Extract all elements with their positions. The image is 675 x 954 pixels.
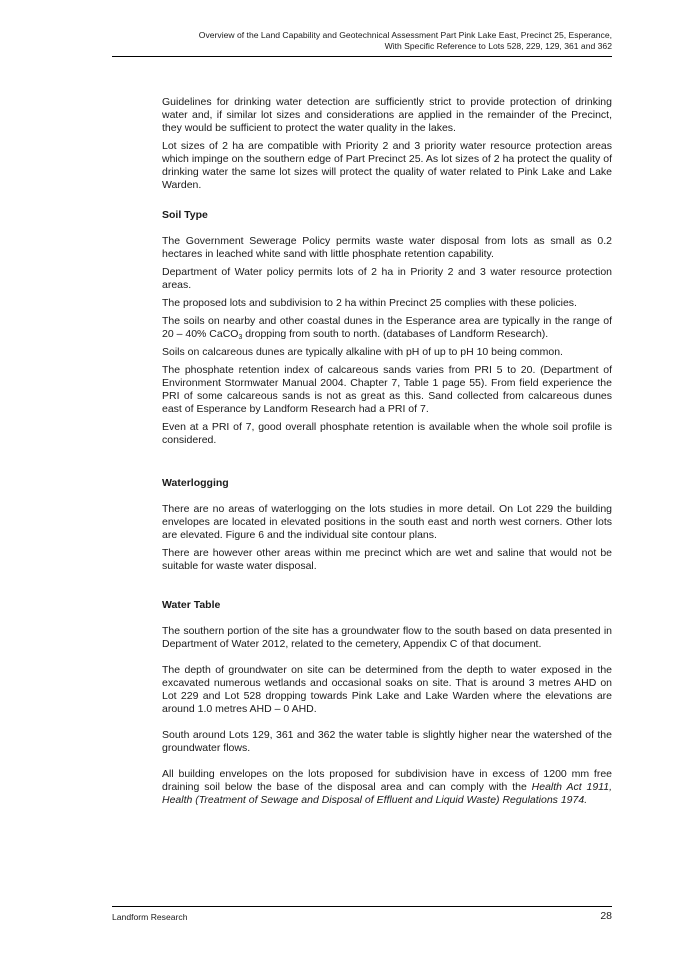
- water-table-paragraph-4-text: All building envelopes on the lots proposed for subdivision have in excess of 1200 mm free draining soil below the base of the disposal area and can comply with the: [162, 768, 612, 793]
- intro-paragraph-1: Guidelines for drinking water detection are sufficiently strict to provide protection of drinking water and, if similar lot sizes and considerations are applied in the remainder of the Precinct, they would be sufficient to protect the water quality in the lakes.: [162, 96, 612, 134]
- soil-paragraph-7: Even at a PRI of 7, good overall phosphate retention is available when the whole soil profile is considered.: [162, 421, 612, 446]
- soil-paragraph-3: The proposed lots and subdivision to 2 ha within Precinct 25 complies with these policies.: [162, 297, 577, 309]
- soil-paragraph-6: The phosphate retention index of calcareous sands varies from PRI 5 to 20. (Department of Environment Stormwater Manual 2004. Chapter 7, Table 1 page 55). From field experience the PRI of some calcareous sands is not as great as this. Sand collected from calcareous dunes east of Esperance by Landform Research had a PRI of 7.: [162, 364, 612, 415]
- header-line-2: With Specific Reference to Lots 528, 229, 129, 361 and 362: [384, 41, 612, 51]
- water-table-paragraph-4: [162, 768, 612, 807]
- running-header: [112, 30, 612, 52]
- soil-paragraph-4-text: The soils on nearby and other coastal dunes in the Esperance area are typically in the range of 20 – 40% CaCO: [162, 315, 612, 340]
- page-number: 28: [600, 910, 612, 922]
- footer-rule: [112, 906, 612, 907]
- section-heading-soil-type: Soil Type: [162, 209, 208, 221]
- soil-paragraph-4-text-end: dropping from south to north. (databases of Landform Research).: [242, 328, 549, 340]
- page-body: [162, 96, 612, 812]
- soil-paragraph-5: Soils on calcareous dunes are typically alkaline with pH of up to pH 10 being common.: [162, 346, 563, 358]
- water-table-paragraph-1: The southern portion of the site has a groundwater flow to the south based on data presented in Department of Water 2012, related to the cemetery, Appendix C of that document.: [162, 625, 612, 650]
- section-heading-waterlogging: Waterlogging: [162, 477, 229, 489]
- water-table-paragraph-3: South around Lots 129, 361 and 362 the water table is slightly higher near the watershed of the groundwater flows.: [162, 729, 612, 754]
- waterlogging-paragraph-2: There are however other areas within me precinct which are wet and saline that would not be suitable for waste water disposal.: [162, 547, 612, 572]
- legislation-citation: Health Act 1911, Health (Treatment of Sewage and Disposal of Effluent and Liquid Waste) Regulations 1974.: [162, 781, 612, 806]
- subscript-3: 3: [238, 334, 243, 341]
- header-rule: [112, 56, 612, 57]
- section-heading-water-table: Water Table: [162, 599, 221, 611]
- waterlogging-paragraph-1: There are no areas of waterlogging on the lots studies in more detail. On Lot 229 the building envelopes are located in elevated positions in the south east and north west corners. Other lots are elevated. Figure 6 and the individual site contour plans.: [162, 503, 612, 541]
- soil-paragraph-1: The Government Sewerage Policy permits waste water disposal from lots as small as 0.2 hectares in leached white sand with little phosphate retention capability.: [162, 235, 612, 260]
- footer-organisation: Landform Research: [112, 912, 188, 922]
- soil-paragraph-4: [162, 315, 612, 341]
- intro-paragraph-2: Lot sizes of 2 ha are compatible with Priority 2 and 3 priority water resource protection areas which impinge on the southern edge of Part Precinct 25. As lot sizes of 2 ha protect the quality of drinking water the same lot sizes will protect the quality of water related to Pink Lake and Lake Warden.: [162, 140, 612, 191]
- header-line-1: Overview of the Land Capability and Geotechnical Assessment Part Pink Lake East, Precinct 25, Esperance,: [198, 30, 612, 40]
- water-table-paragraph-2: The depth of groundwater on site can be determined from the depth to water exposed in the excavated numerous wetlands and occasional soaks on site. That is around 3 metres AHD on Lot 229 and Lot 528 dropping towards Pink Lake and Lake Warden where the elevations are around 1.0 metres AHD – 0 AHD.: [162, 664, 612, 715]
- soil-paragraph-2: Department of Water policy permits lots of 2 ha in Priority 2 and 3 water resource protection areas.: [162, 266, 612, 291]
